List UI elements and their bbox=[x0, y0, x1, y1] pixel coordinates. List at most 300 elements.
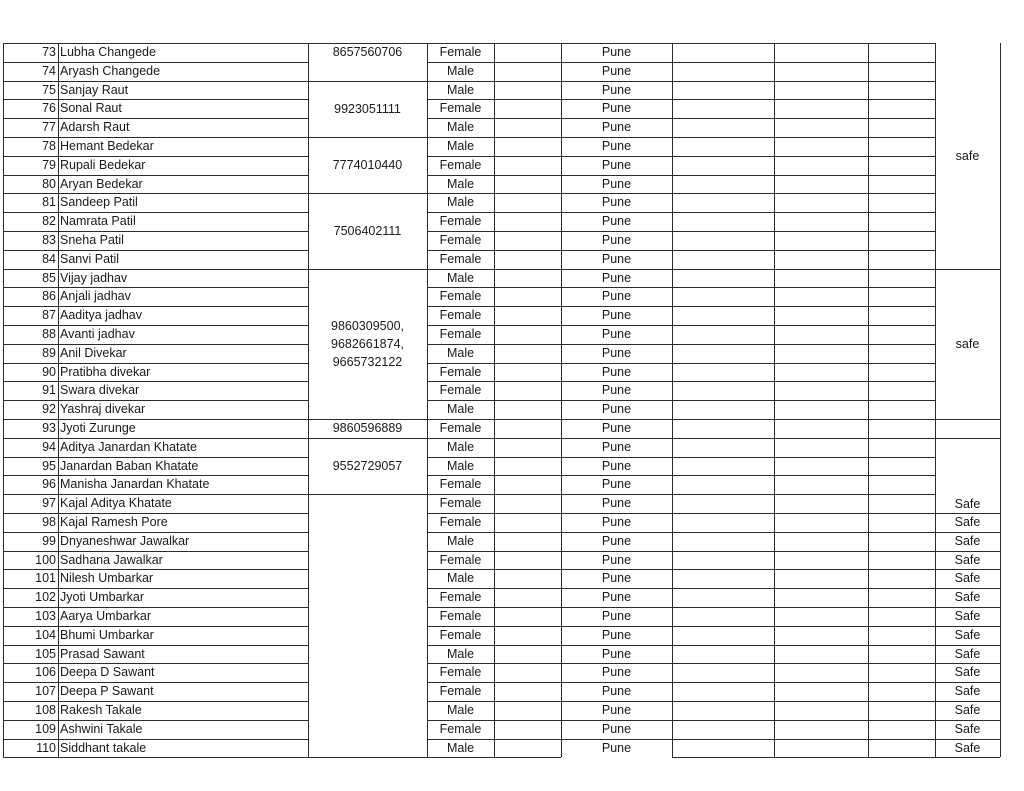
person-name: Anil Divekar bbox=[60, 345, 127, 360]
gender-cell: Female bbox=[439, 101, 482, 116]
person-name: Aditya Janardan Khatate bbox=[60, 439, 197, 454]
row-divider bbox=[3, 569, 308, 570]
gender-cell: Male bbox=[446, 63, 475, 78]
person-name: Janardan Baban Khatate bbox=[60, 458, 199, 473]
row-divider bbox=[935, 588, 1000, 589]
row-divider bbox=[672, 757, 935, 758]
person-name: Sandeep Patil bbox=[60, 195, 138, 210]
row-divider bbox=[561, 663, 672, 664]
person-name: Yashraj divekar bbox=[60, 402, 146, 417]
city-cell: Pune bbox=[601, 721, 632, 736]
row-divider bbox=[308, 757, 427, 758]
gender-cell: Male bbox=[446, 703, 475, 717]
person-name: Siddhant takale bbox=[60, 740, 147, 755]
gender-cell: Female bbox=[439, 157, 482, 172]
city-cell: Pune bbox=[601, 364, 632, 379]
column-divider bbox=[308, 43, 309, 757]
person-name: Rupali Bedekar bbox=[60, 157, 146, 172]
gender-cell: Female bbox=[439, 609, 482, 623]
gender-cell: Male bbox=[446, 195, 475, 210]
row-divider bbox=[3, 588, 308, 589]
row-divider bbox=[672, 475, 935, 476]
row-number: 76 bbox=[42, 101, 56, 116]
status-cell: Safe bbox=[954, 533, 981, 548]
row-divider bbox=[3, 739, 308, 740]
row-divider bbox=[3, 645, 308, 646]
row-divider bbox=[672, 438, 935, 439]
row-number: 108 bbox=[35, 703, 56, 717]
status-cell: Safe bbox=[954, 703, 981, 717]
row-divider bbox=[561, 626, 672, 627]
row-divider bbox=[672, 551, 935, 552]
row-divider bbox=[427, 757, 561, 758]
city-cell: Pune bbox=[601, 214, 632, 229]
row-number: 88 bbox=[42, 327, 56, 341]
row-divider bbox=[3, 344, 308, 345]
row-divider bbox=[672, 250, 935, 251]
city-cell: Pune bbox=[601, 496, 632, 511]
row-divider bbox=[935, 720, 1000, 721]
row-divider bbox=[3, 99, 308, 100]
city-cell: Pune bbox=[601, 571, 632, 586]
gender-cell: Female bbox=[439, 552, 482, 567]
row-divider bbox=[3, 682, 308, 683]
status-cell: safe bbox=[955, 148, 980, 163]
person-name: Rakesh Takale bbox=[60, 703, 142, 717]
person-name: Sanjay Raut bbox=[60, 82, 129, 97]
status-cell: Safe bbox=[954, 665, 981, 680]
row-divider bbox=[935, 513, 1000, 514]
gender-cell: Female bbox=[439, 383, 482, 398]
row-divider bbox=[561, 532, 672, 533]
row-number: 96 bbox=[42, 477, 56, 492]
city-cell: Pune bbox=[601, 533, 632, 548]
row-divider bbox=[561, 363, 672, 364]
row-divider bbox=[672, 62, 935, 63]
row-number: 85 bbox=[42, 270, 56, 285]
gender-cell: Female bbox=[439, 515, 482, 529]
row-divider bbox=[672, 607, 935, 608]
row-divider bbox=[3, 269, 308, 270]
person-name: Sanvi Patil bbox=[60, 251, 120, 266]
row-divider bbox=[672, 137, 935, 138]
row-divider bbox=[672, 513, 935, 514]
status-cell: Safe bbox=[954, 627, 981, 642]
gender-cell: Female bbox=[439, 590, 482, 605]
row-divider bbox=[3, 156, 308, 157]
row-divider bbox=[308, 438, 427, 439]
row-divider bbox=[672, 156, 935, 157]
phone-number-cell: 9923051111 bbox=[334, 101, 401, 116]
person-name: Sadhana Jawalkar bbox=[60, 552, 163, 567]
row-divider bbox=[308, 269, 427, 270]
city-cell: Pune bbox=[601, 345, 632, 360]
column-divider bbox=[427, 43, 428, 757]
city-cell: Pune bbox=[601, 665, 632, 680]
city-cell: Pune bbox=[601, 251, 632, 266]
row-divider bbox=[3, 118, 308, 119]
row-divider bbox=[3, 532, 308, 533]
row-number: 102 bbox=[35, 590, 56, 605]
row-divider bbox=[672, 494, 935, 495]
row-divider bbox=[672, 419, 935, 420]
column-divider bbox=[1000, 43, 1001, 757]
row-divider bbox=[561, 720, 672, 721]
gender-cell: Female bbox=[439, 327, 482, 341]
row-number: 89 bbox=[42, 345, 56, 360]
row-divider bbox=[672, 701, 935, 702]
person-name: Aarya Umbarkar bbox=[60, 609, 151, 623]
row-number: 87 bbox=[42, 308, 56, 323]
person-name: Sneha Patil bbox=[60, 233, 124, 247]
row-divider bbox=[3, 212, 308, 213]
row-divider bbox=[3, 137, 308, 138]
city-cell: Pune bbox=[601, 139, 632, 153]
row-divider bbox=[561, 682, 672, 683]
row-divider bbox=[3, 513, 308, 514]
phone-number-cell: 9860309500, 9682661874, 9665732122 bbox=[331, 318, 404, 369]
status-cell: Safe bbox=[954, 552, 981, 567]
row-divider bbox=[672, 193, 935, 194]
row-number: 73 bbox=[42, 45, 56, 59]
row-divider bbox=[672, 663, 935, 664]
row-divider bbox=[561, 325, 672, 326]
row-number: 103 bbox=[35, 609, 56, 623]
phone-number-cell: 9860596889 bbox=[332, 421, 403, 436]
row-divider bbox=[3, 494, 308, 495]
row-divider bbox=[3, 325, 308, 326]
status-cell: Safe bbox=[954, 590, 981, 605]
city-cell: Pune bbox=[601, 383, 632, 398]
row-divider bbox=[935, 438, 1000, 439]
row-number: 106 bbox=[35, 665, 56, 680]
row-number: 97 bbox=[42, 496, 56, 511]
row-number: 100 bbox=[35, 552, 56, 567]
gender-cell: Male bbox=[446, 646, 475, 661]
city-cell: Pune bbox=[601, 176, 632, 191]
row-divider bbox=[561, 99, 672, 100]
row-divider bbox=[561, 62, 672, 63]
status-cell: Safe bbox=[954, 515, 981, 529]
row-divider bbox=[3, 62, 308, 63]
person-name: Avanti jadhav bbox=[60, 327, 135, 341]
person-name: Lubha Changede bbox=[60, 45, 156, 59]
row-divider bbox=[3, 250, 308, 251]
row-divider bbox=[561, 287, 672, 288]
row-number: 79 bbox=[42, 157, 56, 172]
gender-cell: Female bbox=[439, 496, 482, 511]
city-cell: Pune bbox=[601, 703, 632, 717]
city-cell: Pune bbox=[601, 157, 632, 172]
row-divider bbox=[672, 99, 935, 100]
row-divider bbox=[561, 193, 672, 194]
row-divider bbox=[561, 438, 672, 439]
row-divider bbox=[935, 569, 1000, 570]
row-divider bbox=[3, 438, 308, 439]
row-divider bbox=[672, 81, 935, 82]
person-name: Manisha Janardan Khatate bbox=[60, 477, 210, 492]
row-divider bbox=[308, 494, 427, 495]
row-divider bbox=[3, 81, 308, 82]
column-divider bbox=[868, 43, 869, 757]
person-name: Aaditya jadhav bbox=[60, 308, 143, 323]
gender-cell: Male bbox=[446, 345, 475, 360]
status-cell: Safe bbox=[954, 571, 981, 586]
row-number: 93 bbox=[42, 421, 56, 435]
gender-cell: Female bbox=[439, 214, 482, 229]
city-cell: Pune bbox=[601, 515, 632, 529]
row-divider bbox=[561, 269, 672, 270]
city-cell: Pune bbox=[601, 477, 632, 492]
person-name: Bhumi Umbarkar bbox=[60, 627, 154, 642]
row-divider bbox=[561, 43, 672, 44]
gender-cell: Female bbox=[439, 45, 482, 59]
city-cell: Pune bbox=[601, 609, 632, 623]
column-divider bbox=[58, 43, 59, 757]
status-cell: Safe bbox=[954, 609, 981, 623]
row-divider bbox=[3, 720, 308, 721]
row-number: 74 bbox=[42, 63, 56, 78]
city-cell: Pune bbox=[601, 327, 632, 341]
city-cell: Pune bbox=[601, 82, 632, 97]
phone-number-cell: 7506402111 bbox=[333, 223, 402, 238]
row-divider bbox=[3, 287, 308, 288]
row-divider bbox=[561, 212, 672, 213]
row-divider bbox=[561, 156, 672, 157]
person-name: Sonal Raut bbox=[60, 101, 122, 116]
status-cell: Safe bbox=[954, 646, 981, 661]
row-number: 109 bbox=[35, 721, 56, 736]
gender-cell: Male bbox=[446, 571, 475, 586]
gender-cell: Male bbox=[446, 439, 475, 454]
row-divider bbox=[672, 306, 935, 307]
gender-cell: Male bbox=[446, 139, 475, 153]
gender-cell: Male bbox=[446, 176, 475, 191]
row-divider bbox=[672, 118, 935, 119]
gender-cell: Male bbox=[446, 533, 475, 548]
row-divider bbox=[3, 551, 308, 552]
person-name: Nilesh Umbarkar bbox=[60, 571, 154, 586]
gender-cell: Female bbox=[439, 477, 482, 492]
city-cell: Pune bbox=[601, 684, 632, 699]
status-cell: Safe bbox=[954, 721, 981, 736]
row-divider bbox=[672, 626, 935, 627]
status-cell: Safe bbox=[954, 684, 981, 699]
row-divider bbox=[3, 663, 308, 664]
row-divider bbox=[561, 645, 672, 646]
row-divider bbox=[3, 757, 308, 758]
city-cell: Pune bbox=[601, 270, 632, 285]
row-divider bbox=[935, 701, 1000, 702]
column-divider bbox=[774, 43, 775, 757]
city-cell: Pune bbox=[601, 289, 632, 304]
row-number: 75 bbox=[42, 82, 56, 97]
row-divider bbox=[672, 720, 935, 721]
row-divider bbox=[672, 212, 935, 213]
city-cell: Pune bbox=[601, 120, 632, 135]
city-cell: Pune bbox=[601, 402, 632, 417]
row-divider bbox=[672, 569, 935, 570]
row-divider bbox=[308, 193, 427, 194]
gender-cell: Male bbox=[446, 458, 475, 473]
row-divider bbox=[561, 175, 672, 176]
row-number: 80 bbox=[42, 176, 56, 191]
row-divider bbox=[672, 344, 935, 345]
person-name: Deepa P Sawant bbox=[60, 684, 154, 699]
row-number: 94 bbox=[42, 439, 56, 454]
row-divider bbox=[672, 287, 935, 288]
row-divider bbox=[935, 645, 1000, 646]
city-cell: Pune bbox=[601, 646, 632, 661]
row-divider bbox=[308, 137, 427, 138]
city-cell: Pune bbox=[601, 421, 632, 435]
row-divider bbox=[308, 81, 427, 82]
gender-cell: Female bbox=[439, 627, 482, 642]
person-name: Vijay jadhav bbox=[60, 270, 128, 285]
status-cell bbox=[935, 419, 1000, 438]
row-number: 83 bbox=[42, 233, 56, 247]
row-divider bbox=[3, 607, 308, 608]
row-number: 78 bbox=[42, 139, 56, 153]
row-divider bbox=[672, 269, 935, 270]
row-divider bbox=[561, 381, 672, 382]
row-number: 77 bbox=[42, 120, 56, 135]
row-divider bbox=[672, 325, 935, 326]
person-name: Kajal Ramesh Pore bbox=[60, 515, 168, 529]
row-divider bbox=[672, 400, 935, 401]
city-cell: Pune bbox=[601, 45, 632, 59]
row-divider bbox=[672, 43, 935, 44]
city-cell: Pune bbox=[601, 195, 632, 210]
row-number: 81 bbox=[42, 195, 56, 210]
phone-number-cell bbox=[308, 494, 427, 757]
gender-cell: Female bbox=[439, 665, 482, 680]
row-divider bbox=[935, 532, 1000, 533]
row-divider bbox=[935, 663, 1000, 664]
row-divider bbox=[672, 175, 935, 176]
row-divider bbox=[935, 757, 1000, 758]
person-name: Jyoti Umbarkar bbox=[60, 590, 145, 605]
row-divider bbox=[3, 175, 308, 176]
row-divider bbox=[672, 682, 935, 683]
row-divider bbox=[3, 381, 308, 382]
gender-cell: Female bbox=[439, 364, 482, 379]
person-name: Deepa D Sawant bbox=[60, 665, 155, 680]
row-divider bbox=[935, 682, 1000, 683]
city-cell: Pune bbox=[601, 101, 632, 116]
row-divider bbox=[308, 43, 427, 44]
row-number: 104 bbox=[35, 627, 56, 642]
row-divider bbox=[561, 306, 672, 307]
row-number: 84 bbox=[42, 251, 56, 266]
row-divider bbox=[561, 569, 672, 570]
gender-cell: Male bbox=[446, 740, 475, 755]
city-cell: Pune bbox=[601, 439, 632, 454]
row-divider bbox=[561, 588, 672, 589]
row-divider bbox=[3, 419, 308, 420]
city-cell: Pune bbox=[601, 63, 632, 78]
row-divider bbox=[561, 701, 672, 702]
row-divider bbox=[3, 626, 308, 627]
gender-cell: Male bbox=[446, 270, 475, 285]
row-divider bbox=[672, 381, 935, 382]
gender-cell: Male bbox=[446, 402, 475, 417]
row-divider bbox=[3, 701, 308, 702]
row-number: 95 bbox=[42, 458, 56, 473]
row-divider bbox=[672, 739, 935, 740]
row-divider bbox=[561, 118, 672, 119]
city-cell: Pune bbox=[601, 233, 632, 247]
row-divider bbox=[561, 739, 672, 740]
phone-number-cell: 9552729057 bbox=[332, 458, 403, 473]
row-divider bbox=[561, 231, 672, 232]
row-divider bbox=[672, 532, 935, 533]
row-divider bbox=[561, 457, 672, 458]
person-name: Aryash Changede bbox=[60, 63, 161, 78]
row-number: 90 bbox=[42, 364, 56, 379]
person-name: Dnyaneshwar Jawalkar bbox=[60, 533, 190, 548]
row-number: 92 bbox=[42, 402, 56, 417]
row-divider bbox=[935, 607, 1000, 608]
column-divider bbox=[672, 43, 673, 757]
row-divider bbox=[308, 419, 427, 420]
gender-cell: Male bbox=[446, 82, 475, 97]
gender-cell: Male bbox=[446, 120, 475, 135]
row-divider bbox=[561, 607, 672, 608]
city-cell: Pune bbox=[601, 308, 632, 323]
row-divider bbox=[3, 306, 308, 307]
row-number: 91 bbox=[42, 383, 56, 398]
row-divider bbox=[3, 363, 308, 364]
gender-cell: Female bbox=[439, 233, 482, 247]
city-cell: Pune bbox=[601, 552, 632, 567]
row-divider bbox=[561, 494, 672, 495]
person-name: Adarsh Raut bbox=[60, 120, 130, 135]
column-divider bbox=[3, 43, 4, 757]
status-cell: Safe bbox=[954, 740, 981, 755]
row-number: 101 bbox=[35, 571, 56, 586]
column-divider bbox=[561, 43, 562, 757]
row-divider bbox=[561, 475, 672, 476]
row-divider bbox=[935, 419, 1000, 420]
row-number: 110 bbox=[36, 740, 56, 755]
person-name: Anjali jadhav bbox=[60, 289, 131, 304]
gender-cell: Female bbox=[439, 289, 482, 304]
phone-number-cell: 8657560706 bbox=[332, 45, 403, 59]
city-cell: Pune bbox=[601, 590, 632, 605]
row-number: 105 bbox=[35, 646, 56, 661]
gender-cell: Female bbox=[439, 421, 482, 435]
city-cell: Pune bbox=[601, 627, 632, 642]
row-divider bbox=[672, 457, 935, 458]
row-divider bbox=[3, 475, 308, 476]
row-divider bbox=[561, 419, 672, 420]
gender-cell: Female bbox=[439, 251, 482, 266]
row-number: 82 bbox=[42, 214, 56, 229]
gender-cell: Female bbox=[439, 308, 482, 323]
row-number: 99 bbox=[42, 533, 56, 548]
row-divider bbox=[672, 588, 935, 589]
column-divider bbox=[935, 43, 936, 757]
column-divider bbox=[494, 43, 495, 757]
row-divider bbox=[561, 551, 672, 552]
person-name: Jyoti Zurunge bbox=[60, 421, 136, 435]
row-divider bbox=[935, 551, 1000, 552]
person-name: Namrata Patil bbox=[60, 214, 136, 229]
row-divider bbox=[935, 626, 1000, 627]
city-cell: Pune bbox=[601, 740, 632, 755]
row-number: 98 bbox=[42, 515, 56, 529]
